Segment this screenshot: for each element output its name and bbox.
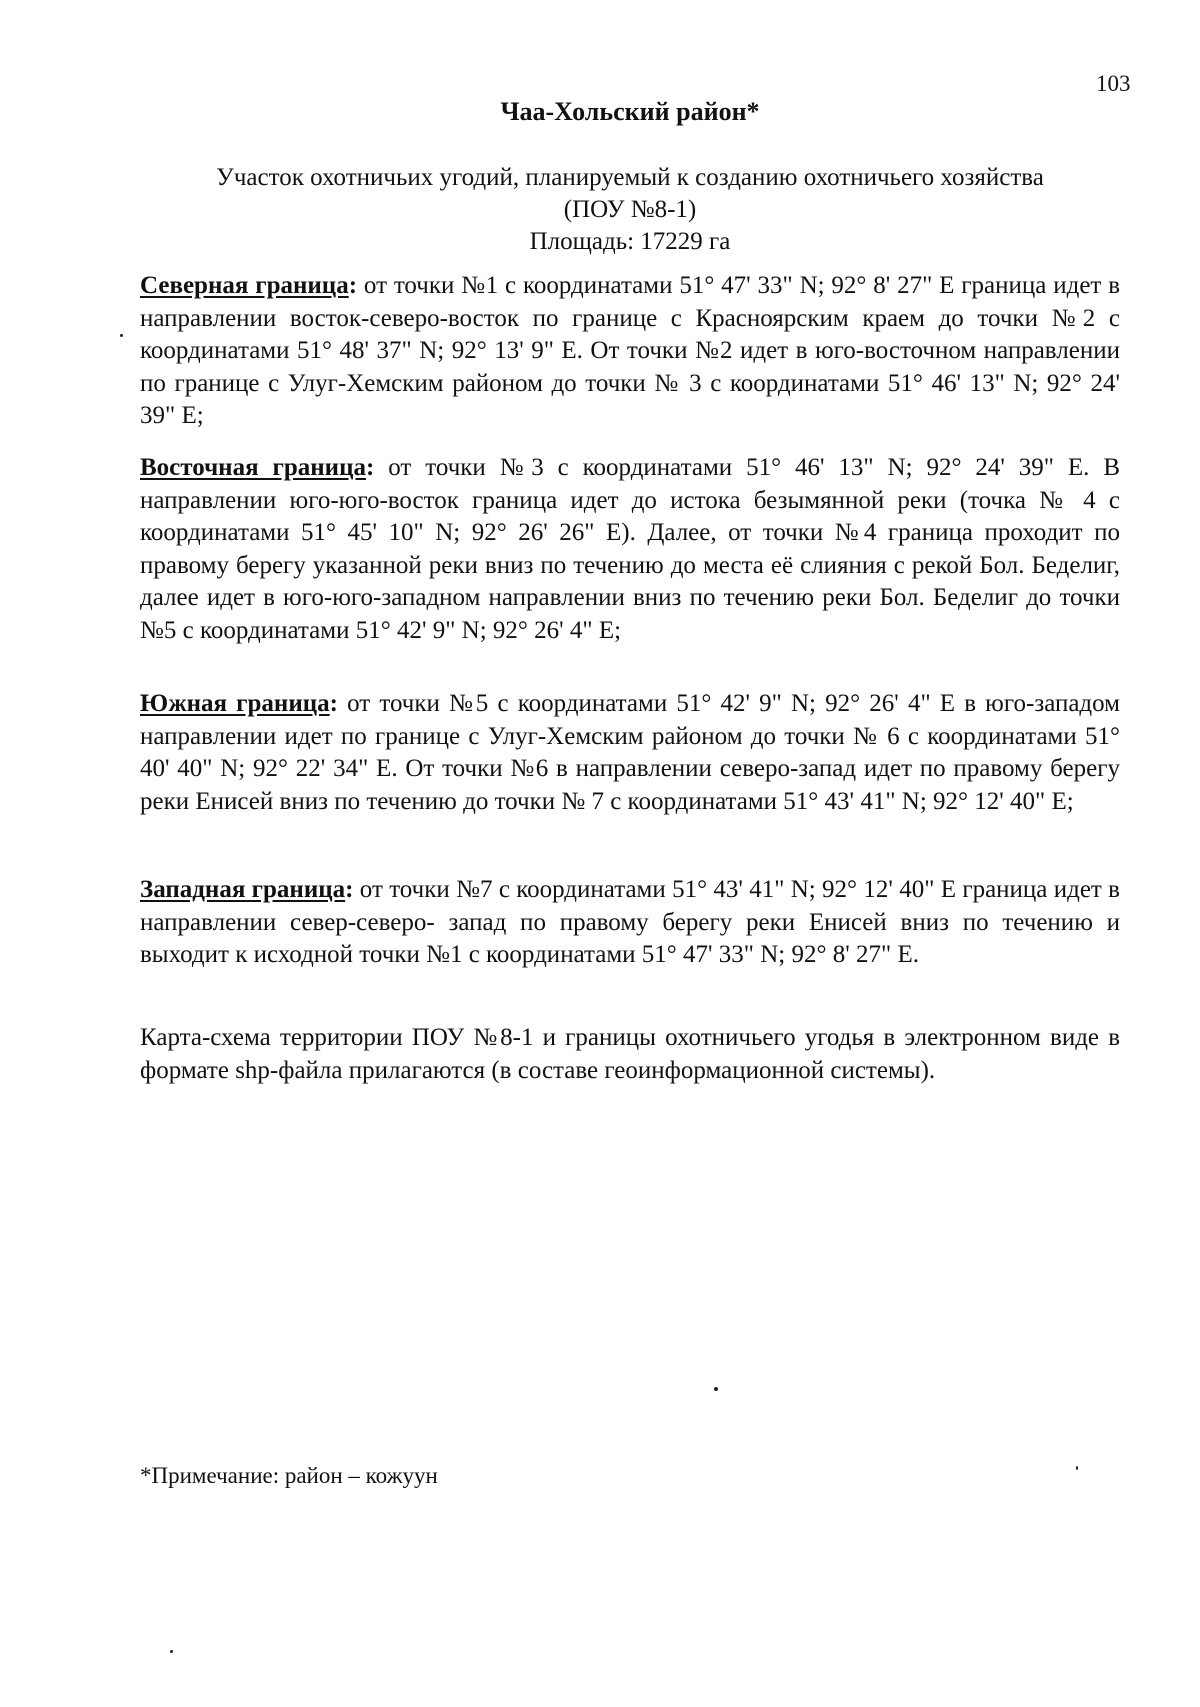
east-boundary-text: от точки №3 с координатами 51° 46' 13" N; 92° 24' 39" E. В направлении юго-юго-восток граница идет до истока безымянной реки (точка № 4 с координатами 51° 45' 10" N; 92° 26' 26" E). Далее, от точки №4 граница проходит по правому берегу указанной реки вниз по течению до места её слияния с рекой Бол. Беделиг, далее идет в юго-юго-западном направлении вниз по течению реки Бол. Беделиг до точки №5 с координатами 51° 42' 9" N; 92° 26' 4" E; (140, 454, 1121, 644)
subtitle-line: (ПОУ №8-1) (563, 196, 697, 223)
west-boundary-text: от точки №7 с координатами 51° 43' 41" N; 92° 12' 40" E граница идет в направлении север-северо- запад по правому берегу реки Енисей вниз по течению и выходит к исходной точки №1 с координатами 51° 47' 33" N; 92° 8' 27" E. (140, 876, 1120, 968)
east-boundary-section (140, 452, 1120, 647)
page-number: 103 (1096, 71, 1131, 96)
north-boundary-heading: Северная граница (140, 272, 349, 299)
scan-speck (1076, 1466, 1078, 1470)
footnote: *Примечание: район – кожуун (140, 1463, 438, 1488)
north-boundary-section (140, 270, 1120, 433)
document-subtitle (140, 162, 1120, 258)
west-boundary-heading: Западная граница (140, 876, 346, 903)
subtitle-line: Участок охотничьих угодий, планируемый к созданию охотничьего хозяйства (216, 164, 1044, 191)
scan-speck (120, 334, 123, 337)
north-boundary-text: от точки №1 с координатами 51° 47' 33" N; 92° 8' 27" E граница идет в направлении восток-северо-восток по границе с Красноярским краем до точки №2 с координатами 51° 48' 37" N; 92° 13' 9" E. От точки №2 идет в юго-восточном направлении по границе с Улуг-Хемским районом до точки № 3 с координатами 51° 46' 13" N; 92° 24' 39" E; (140, 272, 1120, 429)
south-boundary-heading: Южная граница (140, 690, 330, 717)
heading-colon: : (366, 454, 375, 481)
map-note-paragraph: Карта-схема территории ПОУ №8-1 и границы охотничьего угодья в электронном виде в формате shp-файла прилагаются (в составе геоинформационной системы). (140, 1024, 1120, 1084)
scan-speck (170, 1650, 173, 1653)
east-boundary-heading: Восточная граница (140, 454, 366, 481)
scan-speck (714, 1387, 718, 1391)
heading-colon: : (348, 272, 358, 299)
area-line: Площадь: 17229 га (529, 228, 731, 255)
south-boundary-text: от точки №5 с координатами 51° 42' 9" N; 92° 26' 4" E в юго-западом направлении идет по границе с Улуг-Хемским районом до точки № 6 с координатами 51° 40' 40" N; 92° 22' 34" E. От точки №6 в направлении северо-запад идет по правому берегу реки Енисей вниз по течению до точки № 7 с координатами 51° 43' 41" N; 92° 12' 40" E; (140, 690, 1120, 815)
document-title: Чаа-Хольский район* (500, 97, 760, 126)
south-boundary-section (140, 688, 1120, 818)
west-boundary-section (140, 874, 1120, 972)
heading-colon: : (329, 690, 338, 717)
heading-colon: : (345, 876, 354, 903)
